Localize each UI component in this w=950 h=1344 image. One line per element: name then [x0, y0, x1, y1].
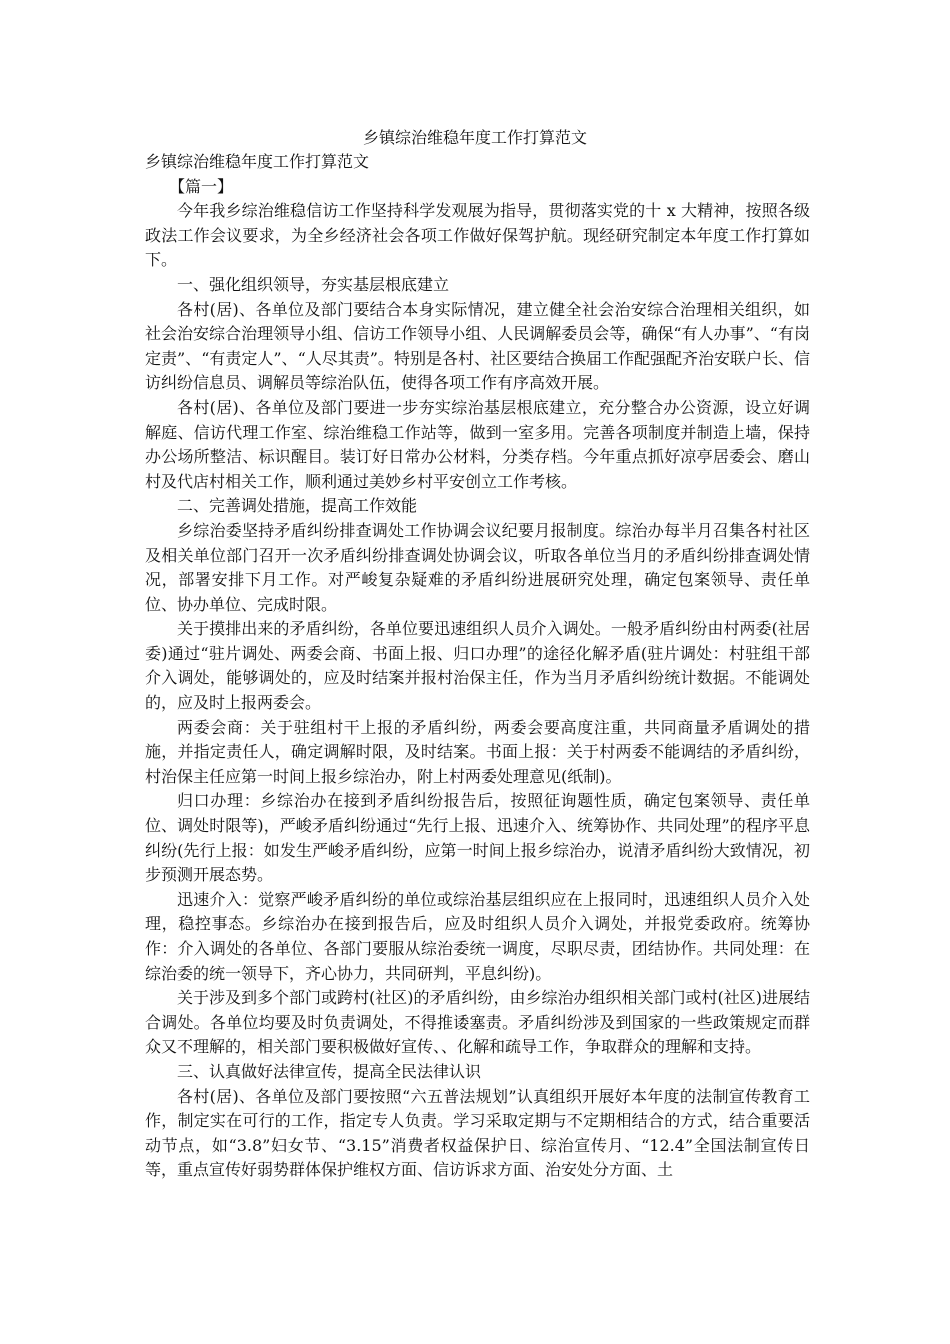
section-heading-2: 二、完善调处措施，提高工作效能 [177, 496, 418, 516]
paragraph: 各村(居)、各单位及部门要进一步夯实综治基层根底建立，充分整合办公资源，设立好调解庭、信访代理工作室、综治维稳工作站等，做到一室多用。完善各项制度并制造上墙，保持办公场所整洁、标识醒目。装订好日常办公材料，分类存档。今年重点抓好凉亭居委会、磨山村及代店村相关工作，顺利通过美妙乡村平安创立工作考核。 [145, 397, 810, 491]
paragraph: 乡综治委坚持矛盾纠纷排查调处工作协调会议纪要月报制度。综治办每半月召集各村社区及相关单位部门召开一次矛盾纠纷排查调处协调会议，听取各单位当月的矛盾纠纷排查调处情况，部署安排下月工作。对严峻复杂疑难的矛盾纠纷进展研究处理，确定包案领导、责任单位、协办单位、完成时限。 [145, 520, 810, 614]
section-heading-1: 一、强化组织领导，夯实基层根底建立 [177, 274, 450, 294]
document-subtitle: 乡镇综治维稳年度工作打算范文 [145, 152, 370, 171]
intro-paragraph: 今年我乡综治维稳信访工作坚持科学发观展为指导，贯彻落实党的十 x 大精神，按照各级政法工作会议要求，为全乡经济社会各项工作做好保驾护航。现经研究制定本年度工作打算如下。 [145, 201, 810, 270]
document-body [145, 150, 810, 1183]
paragraph: 两委会商：关于驻组村干上报的矛盾纠纷，两委会要高度注重，共同商量矛盾调处的措施，并指定责任人，确定调解时限，及时结案。书面上报：关于村两委不能调结的矛盾纠纷，村治保主任应第一时间上报乡综治办，附上村两委处理意见(纸制)。 [145, 717, 810, 786]
paragraph: 关于摸排出来的矛盾纠纷，各单位要迅速组织人员介入调处。一般矛盾纠纷由村两委(社居委)通过“驻片调处、两委会商、书面上报、归口办理”的途径化解矛盾(驻片调处：村驻组干部介入调处，能够调处的，应及时结案并报村治保主任，作为当月矛盾纠纷统计数据。不能调处的，应及时上报两委会。 [145, 619, 810, 713]
section-heading-3: 三、认真做好法律宣传，提高全民法律认识 [177, 1061, 482, 1081]
document-title: 乡镇综治维稳年度工作打算范文 [362, 128, 587, 147]
paragraph: 归口办理：乡综治办在接到矛盾纠纷报告后，按照征询题性质，确定包案领导、责任单位、调处时限等)，严峻矛盾纠纷通过“先行上报、迅速介入、统筹协作、共同处理”的程序平息纠纷(先行上报：如发生严峻矛盾纠纷，应第一时间上报乡综治办，说清矛盾纠纷大致情况，初步预测开展态势。 [145, 791, 810, 885]
paragraph: 迅速介入：觉察严峻矛盾纠纷的单位或综治基层组织应在上报同时，迅速组织人员介入处理，稳控事态。乡综治办在接到报告后，应及时组织人员介入调处，并报党委政府。统筹协作：介入调处的各单位、各部门要服从综治委统一调度，尽职尽责，团结协作。共同处理：在综治委的统一领导下，齐心协力，共同研判，平息纠纷)。 [145, 889, 810, 983]
paragraph: 各村(居)、各单位及部门要按照“六五普法规划”认真组织开展好本年度的法制宣传教育工作，制定实在可行的工作，指定专人负责。学习采取定期与不定期相结合的方式，结合重要活动节点，如“3.8”妇女节、“3.15”消费者权益保护日、综治宣传月、“12.4”全国法制宣传日等，重点宣传好弱势群体保护维权方面、信访诉求方面、治安处分方面、土 [145, 1086, 810, 1180]
paragraph: 各村(居)、各单位及部门要结合本身实际情况，建立健全社会治安综合治理相关组织，如社会治安综合治理领导小组、信访工作领导小组、人民调解委员会等，确保“有人办事”、“有岗定责”、“有责定人”、“人尽其责”。特别是各村、社区要结合换届工作配强配齐治安联户长、信访纠纷信息员、调解员等综治队伍，使得各项工作有序高效开展。 [145, 299, 810, 393]
paragraph: 关于涉及到多个部门或跨村(社区)的矛盾纠纷，由乡综治办组织相关部门或村(社区)进展结合调处。各单位均要及时负责调处，不得推诿塞责。矛盾纠纷涉及到国家的一些政策规定而群众又不理解的，相关部门要积极做好宣传、、化解和疏导工作，争取群众的理解和支持。 [145, 988, 810, 1057]
section-tag: 【篇一】 [169, 176, 234, 196]
